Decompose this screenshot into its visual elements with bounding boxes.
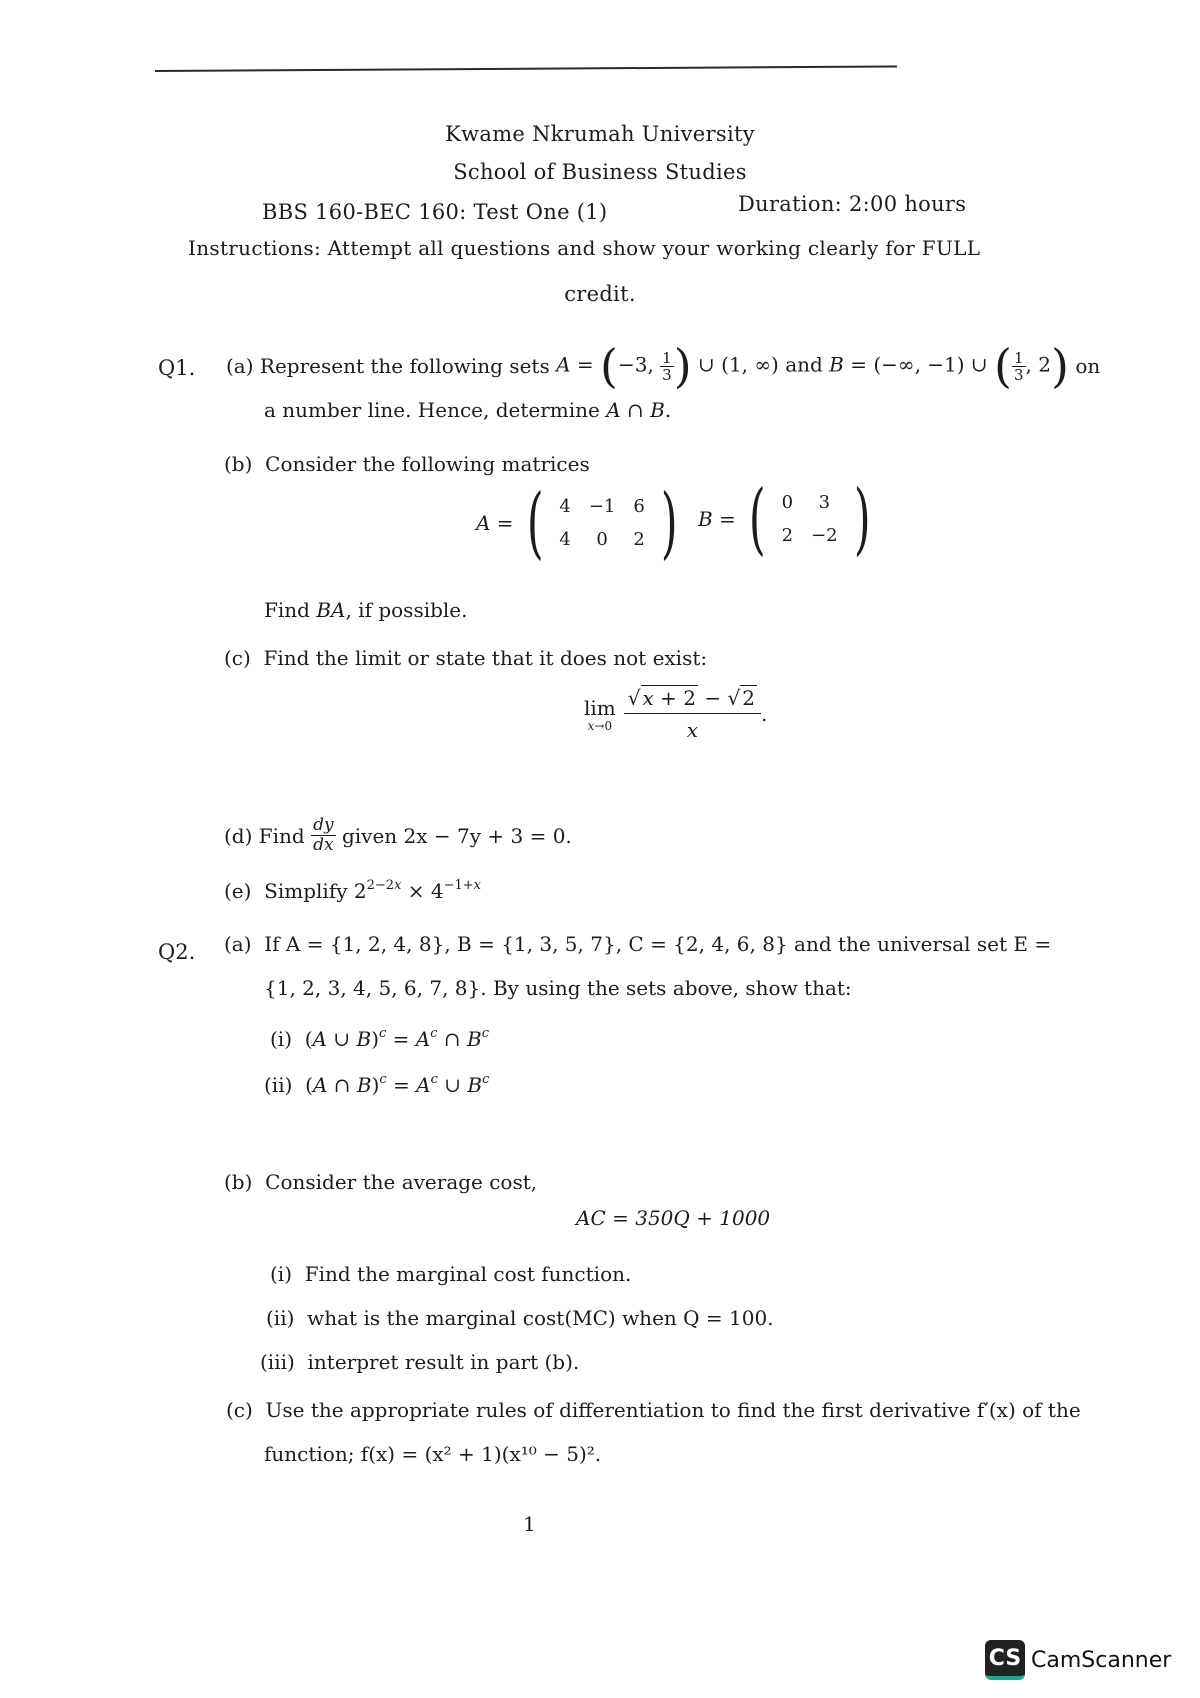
duration: Duration: 2:00 hours — [738, 192, 967, 216]
matrix-b-cell: −2 — [811, 525, 838, 546]
q1c-tag: (c) — [224, 646, 251, 670]
q2a-ii: (ii) (A ∩ $B)^c = A^c$ ∪ $B^c$ — [264, 1072, 490, 1097]
matrix-a-cell: 6 — [633, 496, 645, 517]
camscanner-mark: CS — [985, 1640, 1025, 1680]
q2b-line: (b) Consider the average cost, — [224, 1170, 538, 1194]
q1c-line — [224, 646, 707, 670]
q2a-i: (i) (A ∪ $B)^c = A^c$ ∩ $B^c$ — [270, 1026, 489, 1051]
page-number: 1 — [523, 1512, 536, 1536]
camscanner-text: CamScanner — [1031, 1647, 1172, 1673]
matrix-a — [550, 490, 653, 556]
q2c-line1: (c) Use the appropriate rules of differentiation to find the first derivative f′(x) of the — [226, 1398, 1081, 1422]
matrix-b — [773, 486, 847, 552]
matrix-a-cell: 4 — [559, 529, 571, 550]
q1a-line2: a number line. Hence, determine A ∩ B. — [264, 398, 672, 422]
matrix-b-cell: 2 — [781, 525, 794, 546]
q1c-text: Find the limit or state that it does not exist: — [263, 646, 708, 670]
q1e-line: (e) Simplify $2^{2-2x} \times 4^{-1+x}$ — [224, 878, 482, 903]
instructions: Instructions: Attempt all questions and show your working clearly for FULL — [188, 236, 981, 260]
q2b-i: (i) Find the marginal cost function. — [270, 1262, 632, 1286]
q2-label: Q2. — [158, 940, 196, 964]
matrix-a-cell: 4 — [559, 496, 571, 517]
q1a-on: on — [1075, 354, 1101, 378]
q2b-tag: (b) — [224, 1170, 253, 1194]
q2a-line2: {1, 2, 3, 4, 5, 6, 7, 8}. By using the sets above, show that: — [264, 976, 852, 1000]
set-a-expression: A = (−3, $\frac{1}{3}$ ) ∪ (1, ∞) and B = (−∞, −1) ∪ ( $\frac{1}{3}$ , 2) — [556, 339, 1069, 393]
matrix-a-block: A = ( 4 −1 6 4 0 2 ) — [476, 478, 678, 568]
q1a-text: Represent the following sets — [259, 354, 550, 378]
q2a-tag: (a) — [224, 932, 252, 956]
q1b-find: Find BA, if possible. — [264, 598, 468, 622]
matrix-a-cell: −1 — [588, 496, 616, 517]
matrix-a-cell: 2 — [633, 529, 645, 550]
q2b-ii: (ii) what is the marginal cost(MC) when Q = 100. — [266, 1306, 774, 1330]
camscanner-logo — [985, 1640, 1171, 1680]
top-rule — [155, 65, 897, 72]
matrix-b-cell: 0 — [781, 492, 794, 513]
q2a-line1: (a) If A = {1, 2, 4, 8}, B = {1, 3, 5, 7}, C = {2, 4, 6, 8} and the universal set E = — [224, 932, 1052, 956]
matrix-b-cell: 3 — [818, 492, 831, 513]
q1a-tag: (a) — [226, 354, 254, 378]
university-name: Kwame Nkrumah University — [445, 122, 755, 146]
q1b-text: Consider the following matrices — [265, 452, 590, 476]
q1e-tag: (e) — [224, 879, 252, 903]
q2c-line2: function; f(x) = (x² + 1)(x¹⁰ − 5)². — [264, 1442, 602, 1466]
school-name: School of Business Studies — [453, 160, 747, 184]
q1d-line: (d) Find $\frac{dy}{dx}$ given 2x − 7y + 3 = 0. — [224, 815, 572, 855]
course-code: BBS 160-BEC 160: Test One (1) — [262, 200, 608, 224]
q1d-tag: (d) — [224, 823, 253, 848]
q1b-line — [224, 452, 590, 476]
average-cost-formula: AC = 350Q + 1000 — [576, 1206, 771, 1230]
q2c-tag: (c) — [226, 1398, 253, 1422]
matrix-a-cell: 0 — [596, 529, 608, 550]
q1a-line1 — [226, 336, 1100, 396]
matrix-b-block: B = ( 0 3 2 −2 ) — [698, 474, 871, 564]
q1-label: Q1. — [158, 356, 196, 380]
q1b-tag: (b) — [224, 452, 253, 476]
limit-expression: lim x→0 √ x + 2 − √ 2 x . — [584, 686, 768, 742]
instructions-credit: credit. — [564, 282, 636, 306]
q2b-iii: (iii) interpret result in part (b). — [260, 1350, 580, 1374]
dy-dx: $\frac{dy}{dx}$ — [313, 815, 334, 855]
